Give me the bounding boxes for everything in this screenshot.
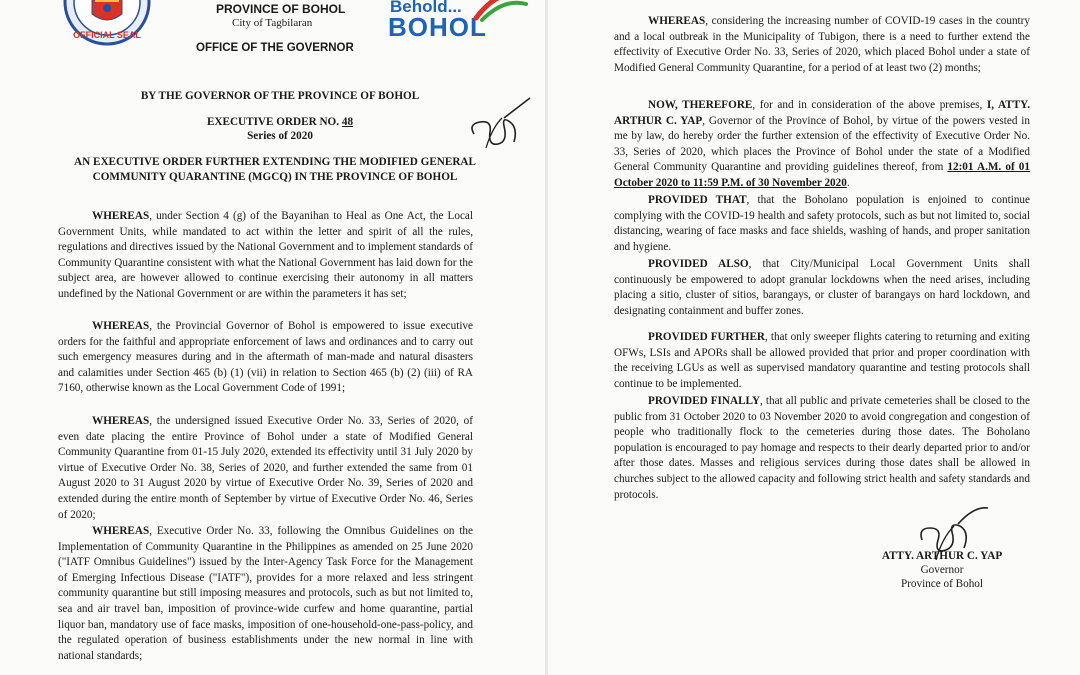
letterhead-city: City of Tagbilaran <box>232 17 313 29</box>
provided-finally-text: , that all public and private cemeteries shall be closed to the public from 31 October 2020 to 03 November 2020 to avoid congregation and congestion of people who traditionally flock to the cemeteries during those dates. The Boholano population is encouraged to pay homage and respects to their dearly departed prior to and/or after those dates. Masses and religious services during those dates shall be allowed in churches subject to the allowed capacity and following strict health and safety standards and protocols. <box>614 395 1030 501</box>
provided-that-lead: PROVIDED THAT <box>648 194 747 206</box>
whereas-lead: WHEREAS <box>92 210 150 222</box>
provided-also-paragraph <box>614 257 1030 319</box>
now-therefore-lead: NOW, THEREFORE <box>648 99 753 111</box>
whereas-lead: WHEREAS <box>92 320 150 332</box>
provided-that-text: , that the Boholano population is enjoined to continue complying with the COVID-19 health and safety protocols, such as but not limited to, social distancing, wearing of face masks and face shields, washing of hands, and proper sanitation and hygiene. <box>614 194 1030 253</box>
signatory-name: ATTY. ARTHUR C. YAP <box>881 550 1003 562</box>
logo-tagline: Behold... <box>390 0 462 16</box>
whereas-text: , under Section 4 (g) of the Bayanihan to Heal as One Act, the Local Government Units, while mandated to act within the letter and spirit of all the rules, regulations and directives issued by the National Government and to implement standards of Community Quarantine consistent with what the National Government has laid down for the subject area, are however allowed to continue exercising their autonomy in all matters undefined by the National Government or are within the parameters it has set; <box>58 210 473 300</box>
letterhead-province: PROVINCE OF BOHOL <box>216 2 346 16</box>
whereas-text: , Executive Order No. 33, following the Omnibus Guidelines on the Implementation of Community Quarantine in the Philippines as amended on 25 June 2020 ("IATF Omnibus Guidelines") issued by the Inter-Agency Task Force for the Management of Emerging Infectious Disease ("IATF"), provides for a more relaxed and less stringent community quarantine but still imposing measures and protocols, such as but not limited to, sea and air travel ban, imposition of province-wide curfew and home quarantine, partial liquor ban, mandatory use of face masks, imposition of one-household-one-pass-policy, and the regulated operation of business establishments under the new normal in line with national standards; <box>58 525 473 662</box>
now-therefore-paragraph <box>614 98 1030 192</box>
eo-number: 48 <box>341 116 354 128</box>
effectivity-dates: 12:01 A.M. of 01 October 2020 to 11:59 P.M. of 30 November 2020 <box>614 161 1030 189</box>
provincial-seal-icon <box>62 0 152 52</box>
provided-further-paragraph <box>614 330 1030 392</box>
signature-block <box>862 549 1022 591</box>
svg-text:OFFICIAL SEAL: OFFICIAL SEAL <box>73 30 141 40</box>
eo-title-line-2: COMMUNITY QUARANTINE (MGCQ) IN THE PROVINCE OF BOHOL <box>92 171 458 183</box>
now-therefore-mid: , for and in consideration of the above premises, <box>752 99 987 111</box>
provided-further-lead: PROVIDED FURTHER <box>648 331 766 343</box>
provided-further-text: , that only sweeper flights catering to returning and exiting OFWs, LSIs and APORs shall be allowed provided that prior and proper coordination with the receiving LGUs as well as supervised mandatory quarantine and testing protocols shall continue to be implemented. <box>614 331 1030 390</box>
now-therefore-text: , Governor of the Province of Bohol, by virtue of the powers vested in me by law, do hereby order the further extension of the effectivity of Executive Order No. 33, Series of 2020, which places the Province of Bohol under the state of a Modified General Community Quarantine and providing guidelines thereof, from <box>614 114 1030 174</box>
whereas-text: , the undersigned issued Executive Order No. 33, Series of 2020, of even date placing the entire Province of Bohol under a state of Modified General Community Quarantine from 01-15 July 2020, extended its effectivity until 31 July 2020 by virtue of Executive Order No. 38, Series of 2020, and further extended the same from 01 August 2020 to 31 August 2020 by virtue of Executive Order No. 39, Series of 2020 and extended during the entire month of September by virtue of Executive Order No. 46, Series of 2020; <box>58 415 473 521</box>
eo-title-line-1: AN EXECUTIVE ORDER FURTHER EXTENDING THE MODIFIED GENERAL <box>74 156 476 168</box>
behold-bohol-logo <box>386 0 526 44</box>
provided-also-text: , that City/Municipal Local Government Units shall continuously be empowered to adopt granular lockdowns when the need arises, including placing a sitio, cluster of sitios, barangays, or cluster of barangays on hard lockdown, and designating containment and buffer zones. <box>614 258 1030 317</box>
eo-series: Series of 2020 <box>247 130 313 142</box>
whereas-paragraph-3 <box>58 414 473 523</box>
provided-also-lead: PROVIDED ALSO <box>648 258 749 270</box>
by-the-governor-line: BY THE GOVERNOR OF THE PROVINCE OF BOHOL <box>140 90 420 102</box>
whereas-text: , considering the increasing number of COVID-19 cases in the country and a local outbreak in the Municipality of Tubigon, there is a need to further extend the effectivity of Executive Order No. 33, Series of 2020, which placed Bohol under a state of Modified General Community Quarantine, for a period of at least two (2) months; <box>614 15 1030 74</box>
whereas-paragraph-1 <box>58 209 473 303</box>
whereas-paragraph-2 <box>58 319 473 397</box>
eo-label: EXECUTIVE ORDER NO. <box>206 116 342 128</box>
governor-name-inline: I, ATTY. ARTHUR C. YAP <box>614 99 1031 127</box>
signatory-title: Governor <box>920 564 964 576</box>
whereas-paragraph-4 <box>58 524 473 664</box>
whereas-paragraph-5 <box>614 14 1030 76</box>
logo-wordmark: BOHOL <box>388 12 487 42</box>
eo-number-line <box>110 115 450 130</box>
provided-finally-paragraph <box>614 394 1030 503</box>
now-therefore-end: . <box>846 176 850 189</box>
logo-swoosh-icon <box>472 0 532 22</box>
letterhead-office: OFFICE OF THE GOVERNOR <box>196 42 354 54</box>
whereas-lead: WHEREAS <box>92 525 150 537</box>
provided-finally-lead: PROVIDED FINALLY <box>648 395 761 407</box>
signatory-organization: Province of Bohol <box>900 578 984 590</box>
provided-that-paragraph <box>614 193 1030 255</box>
whereas-lead: WHEREAS <box>648 15 706 27</box>
whereas-text: , the Provincial Governor of Bohol is empowered to issue executive orders for the faithful and appropriate enforcement of laws and ordinances and to carry out such emergency measures during and in the aftermath of man-made and natural disasters and calamities under Section 465 (b) (1) (vii) in relation to Section 465 (b) (2) (iii) of RA 7160, otherwise known as the Local Government Code of 1991; <box>58 320 473 395</box>
whereas-lead: WHEREAS <box>92 415 150 427</box>
